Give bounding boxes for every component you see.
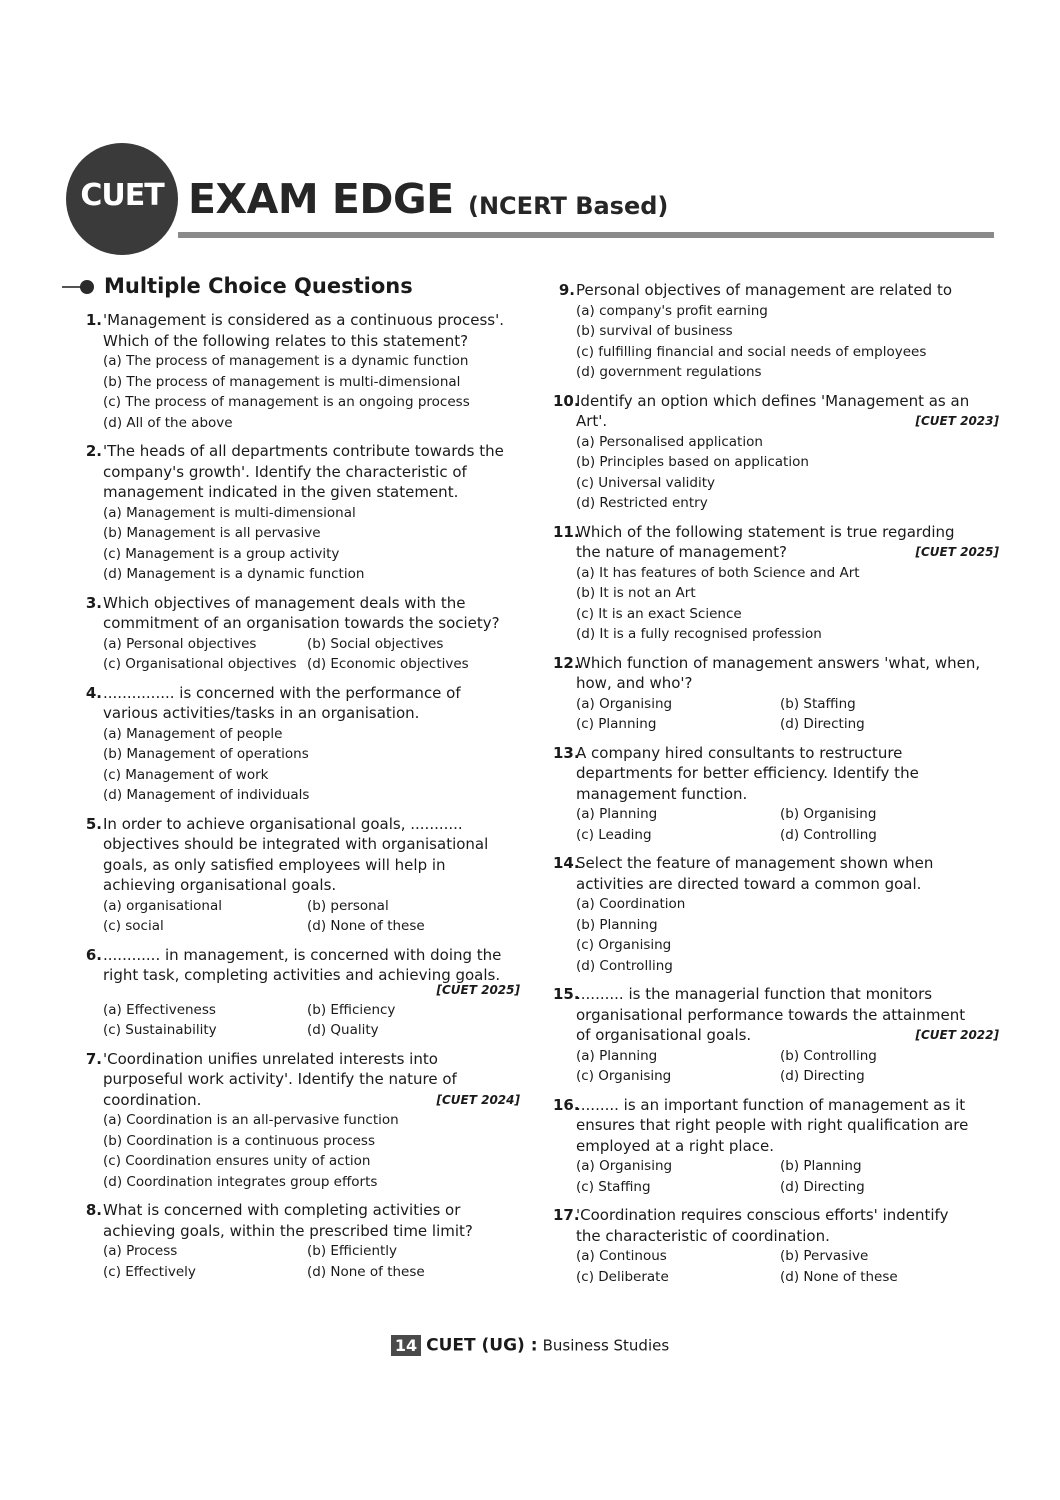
answer-options [103,896,520,937]
footer-subject: Business Studies [542,1336,670,1355]
answer-option: (a) Effectiveness [103,1001,216,1018]
question-line-text: right task, completing activities and achieving goals. [103,966,501,984]
answer-options [576,432,999,514]
question-line [103,945,520,966]
question-line-text: Personal objectives of management are related to [576,281,952,299]
answer-option: (c) The process of management is an ongoing process [103,394,470,410]
section-bullet-icon [80,280,94,294]
question-text [576,1205,999,1246]
answer-option: (a) Personal objectives [103,635,257,652]
answer-options [103,1241,520,1282]
answer-option: (d) Management is a dynamic function [103,566,365,582]
question-number: 15. [553,985,580,1003]
question-line-text: departments for better efficiency. Identify the [576,764,919,782]
question-line [576,743,999,764]
footer-book: CUET (UG) : [426,1335,538,1356]
answer-options [576,301,999,383]
answer-option: (d) All of the above [103,414,233,431]
answer-option: (c) Staffing [576,1178,651,1195]
answer-option: (d) None of these [307,1263,425,1280]
answer-option: (a) The process of management is a dynamic function [103,353,469,369]
answer-option: (d) Controlling [780,826,877,843]
answer-option: (c) Deliberate [576,1268,669,1285]
answer-option: (a) Organising [576,1158,673,1174]
question-number: 11. [553,522,580,541]
question-item [553,743,999,846]
question-line [576,1025,999,1046]
question-item [80,1049,520,1193]
question-item [553,391,999,514]
exam-year-tag: [CUET 2025] [436,982,520,997]
question-item [80,945,520,1041]
question-line-text: In order to achieve organisational goals, ........... [103,814,463,833]
answer-option: (a) Process [103,1243,178,1259]
answer-option: (b) Coordination is a continuous process [103,1132,376,1149]
question-text [103,683,520,724]
page-header [0,0,1060,260]
exam-year-tag: [CUET 2025] [915,545,999,559]
question-line-text: employed at a right place. [576,1136,775,1155]
answer-option: (c) fulfilling financial and social needs of employees [576,343,927,360]
answer-option: (b) Principles based on application [576,454,809,470]
question-line [576,784,999,805]
question-line [103,613,520,634]
question-line-text: commitment of an organisation towards the society? [103,614,500,632]
question-line [576,1095,999,1116]
answer-options [576,694,999,735]
header-divider [178,232,994,238]
answer-options [103,634,520,675]
question-line-text: purposeful work activity'. Identify the nature of [103,1070,457,1088]
question-line-text: the characteristic of coordination. [576,1226,830,1245]
question-number: 10. [553,391,580,410]
question-line [576,391,999,412]
question-line [576,653,999,674]
question-text [103,441,520,503]
answer-option: (d) Economic objectives [307,656,469,672]
question-line-text: Which objectives of management deals with the [103,593,466,612]
answer-options [576,1246,999,1287]
answer-options [576,804,999,845]
question-line [576,1226,999,1247]
answer-options [576,1156,999,1197]
question-number: 14. [553,854,580,872]
answer-option: (b) Management is all pervasive [103,525,321,541]
question-line [103,875,520,896]
question-number: 7. [85,1049,102,1068]
answer-options [103,351,520,433]
answer-option: (b) Efficiently [307,1243,398,1259]
question-line-text: ensures that right people with right qualification are [576,1116,969,1134]
answer-option: (b) Social objectives [307,635,444,652]
question-line-text: 'Management is considered as a continuous process'. [103,311,505,329]
question-text [576,984,999,1046]
answer-option: (c) Organisational objectives [103,656,297,672]
question-item [80,814,520,937]
answer-option: (c) It is an exact Science [576,605,742,622]
answer-option: (d) Directing [780,1068,865,1084]
question-line [103,441,520,462]
question-text [576,743,999,805]
answer-option: (b) Planning [576,916,658,933]
answer-option: (d) Management of individuals [103,787,310,803]
question-line-text: Which function of management answers 'what, when, [576,653,981,672]
question-line-text: of organisational goals. [576,1026,752,1044]
answer-option: (a) Personalised application [576,433,763,450]
answer-option: (d) Directing [780,1178,865,1195]
answer-option: (c) Planning [576,716,657,732]
answer-option: (b) Planning [780,1158,862,1174]
question-line-text: the nature of management? [576,543,787,561]
question-item [80,683,520,806]
answer-option: (a) Coordination [576,896,686,912]
answer-option: (b) Controlling [780,1047,877,1064]
question-text [103,310,520,351]
page-title: EXAM EDGE [188,175,454,223]
answer-option: (a) Continous [576,1248,667,1264]
answer-option: (b) Pervasive [780,1248,869,1264]
question-line-text: 'Coordination requires conscious efforts' indentify [576,1206,949,1224]
question-line-text: ......... is an important function of management as it [576,1095,966,1114]
question-line-text: organisational performance towards the attainment [576,1005,966,1024]
question-line [576,853,999,874]
question-text [576,1095,999,1157]
question-line [103,855,520,876]
answer-option: (d) Directing [780,716,865,732]
question-item [80,441,520,585]
answer-option: (b) Management of operations [103,746,309,762]
question-line [576,1205,999,1226]
answer-options [576,563,999,645]
question-item [80,593,520,675]
question-line [103,1200,520,1221]
question-line [576,1005,999,1026]
question-text [103,1200,520,1241]
question-text [576,653,999,694]
answer-option: (a) Organising [576,695,673,712]
question-line-text: management function. [576,784,748,803]
answer-option: (d) Coordination integrates group efforts [103,1173,378,1190]
answer-option: (a) It has features of both Science and Art [576,564,860,581]
exam-year-tag: [CUET 2023] [915,414,999,428]
question-line [103,482,520,503]
question-text [576,391,999,432]
question-text [103,1049,520,1111]
answer-option: (a) organisational [103,897,223,914]
left-column [80,310,520,1290]
answer-option: (b) It is not an Art [576,585,696,601]
answer-option: (c) Sustainability [103,1022,217,1038]
exam-year-tag: [CUET 2022] [915,1028,999,1042]
answer-option: (d) None of these [780,1268,898,1285]
question-line [103,814,520,835]
answer-option: (a) Management is multi-dimensional [103,504,356,521]
answer-option: (c) Organising [576,1068,672,1084]
question-item [553,984,999,1087]
question-number: 8. [85,1201,102,1219]
question-line-text: various activities/tasks in an organisation. [103,704,420,722]
question-line-text: Identify an option which defines 'Management as an [576,391,970,410]
question-line-text: ............... is concerned with the performance of [103,683,461,702]
answer-option: (a) Coordination is an all-pervasive function [103,1112,399,1128]
right-column [553,280,999,1295]
answer-option: (b) survival of business [576,323,733,339]
answer-option: (c) Universal validity [576,474,715,491]
question-item [80,310,520,433]
question-line [576,673,999,694]
question-item [553,280,999,383]
answer-option: (c) social [103,918,164,934]
answer-options [576,1046,999,1087]
question-number: 1. [85,311,102,329]
answer-options [576,894,999,976]
question-line-text: ............ in management, is concerned with doing the [103,945,502,964]
question-number: 5. [85,814,102,833]
answer-option: (b) The process of management is multi-dimensional [103,373,461,390]
answer-option: (d) Controlling [576,957,673,974]
question-line [103,593,520,614]
page-subtitle: (NCERT Based) [468,192,669,220]
answer-option: (c) Management of work [103,766,269,783]
cuet-badge: CUET [80,178,164,213]
answer-option: (a) Planning [576,1047,658,1064]
question-line [576,280,999,301]
question-item [553,1205,999,1287]
question-number: 4. [85,683,102,702]
question-line-text: 'Coordination unifies unrelated interests into [103,1049,438,1068]
answer-option: (c) Effectively [103,1263,196,1280]
answer-option: (b) Staffing [780,695,856,712]
question-line-text: 'The heads of all departments contribute towards the [103,442,504,460]
question-line [576,542,999,563]
question-text [103,593,520,634]
question-text [576,853,999,894]
answer-option: (c) Organising [576,937,672,953]
answer-option: (c) Leading [576,826,652,843]
answer-option: (d) It is a fully recognised profession [576,626,822,642]
answer-option: (a) Management of people [103,725,283,742]
question-line [103,683,520,704]
section-title: Multiple Choice Questions [104,274,413,298]
question-number: 12. [553,653,580,672]
question-line-text: how, and who'? [576,674,693,692]
question-line-text: objectives should be integrated with organisational [103,835,489,853]
question-line [103,1090,520,1111]
question-number: 2. [85,442,102,460]
question-line-text: goals, as only satisfied employees will help in [103,855,446,874]
question-number: 16. [553,1095,580,1114]
answer-option: (b) Efficiency [307,1001,396,1018]
question-line [103,834,520,855]
question-text [576,522,999,563]
question-line [576,522,999,543]
question-item [553,853,999,976]
question-item [553,1095,999,1198]
question-line-text: A company hired consultants to restructure [576,743,903,762]
answer-options [103,503,520,585]
question-number: 6. [85,945,102,964]
answer-option: (d) government regulations [576,364,762,380]
answer-options [103,1000,520,1041]
answer-option: (a) company's profit earning [576,302,768,319]
answer-options [103,724,520,806]
question-line-text: management indicated in the given statement. [103,483,459,501]
answer-option: (c) Management is a group activity [103,545,340,562]
question-line [576,763,999,784]
page-footer [0,1335,1060,1356]
question-text [576,280,999,301]
question-line [103,1049,520,1070]
question-line [103,1221,520,1242]
question-item [553,653,999,735]
question-line [576,411,999,432]
question-line-text: .......... is the managerial function that monitors [576,985,933,1003]
question-line [576,1136,999,1157]
answer-option: (a) Planning [576,806,658,822]
question-line-text: Art'. [576,412,608,430]
question-line-text: Which of the following statement is true regarding [576,522,955,541]
answer-option: (d) Quality [307,1022,379,1038]
answer-option: (b) Organising [780,806,877,822]
question-line [576,874,999,895]
question-line [103,310,520,331]
page-number: 14 [391,1335,421,1356]
question-line-text: What is concerned with completing activities or [103,1201,461,1219]
question-line [103,703,520,724]
question-item [80,1200,520,1282]
question-line [103,1069,520,1090]
exam-year-tag: [CUET 2024] [436,1092,520,1107]
question-line-text: achieving organisational goals. [103,876,337,894]
question-line [576,984,999,1005]
question-line-text: Select the feature of management shown when [576,854,934,872]
answer-options [103,1110,520,1192]
question-number: 9. [558,281,575,299]
question-number: 3. [85,593,102,612]
question-line [103,331,520,352]
answer-option: (c) Coordination ensures unity of action [103,1153,371,1169]
question-number: 17. [553,1206,580,1224]
question-line [103,462,520,483]
question-line-text: achieving goals, within the prescribed time limit? [103,1221,473,1240]
question-line-text: coordination. [103,1090,202,1109]
question-text [103,814,520,896]
question-line-text: activities are directed toward a common goal. [576,874,922,893]
question-number: 13. [553,743,580,762]
question-item [553,522,999,645]
question-line-text: company's growth'. Identify the characteristic of [103,462,467,481]
question-text [103,945,520,986]
answer-option: (d) None of these [307,918,425,934]
answer-option: (b) personal [307,897,389,914]
question-line-text: Which of the following relates to this statement? [103,331,469,350]
question-line [576,1115,999,1136]
answer-option: (d) Restricted entry [576,495,708,511]
